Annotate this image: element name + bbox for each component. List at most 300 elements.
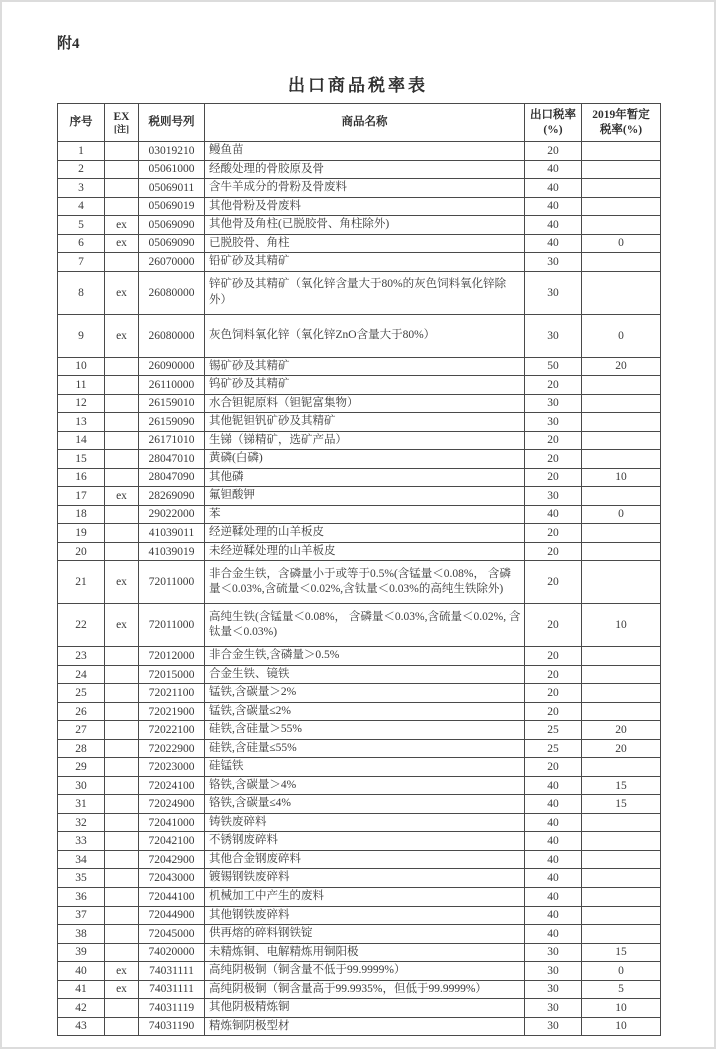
table-row xyxy=(58,739,661,758)
cell-ex xyxy=(105,887,139,906)
cell-code: 26080000 xyxy=(139,314,205,357)
cell-provisional-rate xyxy=(582,431,661,450)
cell-export-rate: 20 xyxy=(525,450,582,469)
cell-provisional-rate xyxy=(582,702,661,721)
cell-ex: ex xyxy=(105,271,139,314)
cell-ex xyxy=(105,813,139,832)
cell-export-rate: 20 xyxy=(525,758,582,777)
cell-seq: 12 xyxy=(58,394,105,413)
cell-ex xyxy=(105,142,139,161)
col-header-provisional-rate-line2: 税率(%) xyxy=(599,123,643,136)
cell-name: 铬铁,含碳量≤4% xyxy=(205,795,525,814)
cell-provisional-rate xyxy=(582,160,661,179)
cell-name: 不锈钢废碎料 xyxy=(205,832,525,851)
cell-export-rate: 20 xyxy=(525,604,582,647)
cell-provisional-rate xyxy=(582,925,661,944)
cell-seq: 15 xyxy=(58,450,105,469)
cell-code: 74031190 xyxy=(139,1017,205,1036)
cell-ex: ex xyxy=(105,487,139,506)
cell-seq: 18 xyxy=(58,505,105,524)
cell-name: 铅矿砂及其精矿 xyxy=(205,253,525,272)
cell-seq: 17 xyxy=(58,487,105,506)
cell-provisional-rate xyxy=(582,684,661,703)
table-row xyxy=(58,647,661,666)
cell-name: 鳗鱼苗 xyxy=(205,142,525,161)
cell-export-rate: 40 xyxy=(525,887,582,906)
cell-ex xyxy=(105,906,139,925)
cell-seq: 38 xyxy=(58,925,105,944)
cell-ex xyxy=(105,253,139,272)
col-header-export-rate-line2: (%) xyxy=(543,123,563,136)
cell-provisional-rate: 10 xyxy=(582,999,661,1018)
cell-export-rate: 40 xyxy=(525,216,582,235)
cell-seq: 27 xyxy=(58,721,105,740)
table-row xyxy=(58,216,661,235)
cell-ex xyxy=(105,943,139,962)
cell-name: 锌矿砂及其精矿（氧化锌含量大于80%的灰色饲料氧化锌除外） xyxy=(205,271,525,314)
cell-provisional-rate: 20 xyxy=(582,721,661,740)
cell-provisional-rate: 10 xyxy=(582,468,661,487)
cell-provisional-rate xyxy=(582,253,661,272)
cell-ex xyxy=(105,721,139,740)
cell-provisional-rate: 20 xyxy=(582,357,661,376)
table-row xyxy=(58,160,661,179)
cell-name: 其他铌钽钒矿砂及其精矿 xyxy=(205,413,525,432)
table-row xyxy=(58,850,661,869)
cell-seq: 41 xyxy=(58,980,105,999)
cell-code: 72015000 xyxy=(139,665,205,684)
cell-code: 72041000 xyxy=(139,813,205,832)
table-row xyxy=(58,776,661,795)
cell-name: 水合钽铌原料（钽铌富集物） xyxy=(205,394,525,413)
cell-export-rate: 30 xyxy=(525,980,582,999)
cell-ex xyxy=(105,702,139,721)
cell-seq: 30 xyxy=(58,776,105,795)
cell-export-rate: 30 xyxy=(525,487,582,506)
col-header-ex xyxy=(105,104,139,142)
cell-ex xyxy=(105,468,139,487)
cell-export-rate: 20 xyxy=(525,524,582,543)
cell-code: 26171010 xyxy=(139,431,205,450)
cell-code: 72012000 xyxy=(139,647,205,666)
cell-provisional-rate xyxy=(582,758,661,777)
cell-export-rate: 20 xyxy=(525,376,582,395)
cell-export-rate: 20 xyxy=(525,702,582,721)
cell-seq: 5 xyxy=(58,216,105,235)
table-row xyxy=(58,142,661,161)
table-row xyxy=(58,413,661,432)
cell-export-rate: 30 xyxy=(525,943,582,962)
cell-name: 苯 xyxy=(205,505,525,524)
cell-seq: 22 xyxy=(58,604,105,647)
cell-ex xyxy=(105,925,139,944)
table-row xyxy=(58,869,661,888)
cell-code: 72044900 xyxy=(139,906,205,925)
cell-export-rate: 40 xyxy=(525,776,582,795)
table-row xyxy=(58,1017,661,1036)
cell-name: 机械加工中产生的废料 xyxy=(205,887,525,906)
table-row xyxy=(58,357,661,376)
cell-export-rate: 40 xyxy=(525,832,582,851)
cell-name: 氟钽酸钾 xyxy=(205,487,525,506)
cell-name: 已脱胶骨、角柱 xyxy=(205,234,525,253)
cell-name: 高纯阴极铜（铜含量高于99.9935%，但低于99.9999%） xyxy=(205,980,525,999)
cell-export-rate: 20 xyxy=(525,468,582,487)
cell-export-rate: 20 xyxy=(525,542,582,561)
table-row xyxy=(58,561,661,604)
cell-ex xyxy=(105,758,139,777)
cell-export-rate: 20 xyxy=(525,561,582,604)
table-row xyxy=(58,665,661,684)
cell-ex xyxy=(105,665,139,684)
table-row xyxy=(58,962,661,981)
cell-code: 05069090 xyxy=(139,216,205,235)
col-header-ex-note: [注] xyxy=(114,123,129,134)
cell-export-rate: 40 xyxy=(525,160,582,179)
cell-seq: 42 xyxy=(58,999,105,1018)
cell-seq: 21 xyxy=(58,561,105,604)
cell-code: 72011000 xyxy=(139,561,205,604)
cell-seq: 16 xyxy=(58,468,105,487)
cell-name: 其他骨及角柱(已脱胶骨、角柱除外) xyxy=(205,216,525,235)
cell-provisional-rate xyxy=(582,271,661,314)
cell-seq: 31 xyxy=(58,795,105,814)
cell-name: 非合金生铁，含磷量小于或等于0.5%(含锰量＜0.08%， 含磷量＜0.03%,含硫量＜0.02%,含钛量＜0.03%的高纯生铁除外) xyxy=(205,561,525,604)
cell-ex: ex xyxy=(105,980,139,999)
cell-ex xyxy=(105,179,139,198)
table-row xyxy=(58,505,661,524)
col-header-export-rate-line1: 出口税率 xyxy=(530,109,576,122)
cell-seq: 11 xyxy=(58,376,105,395)
cell-ex xyxy=(105,869,139,888)
table-row xyxy=(58,234,661,253)
cell-export-rate: 30 xyxy=(525,314,582,357)
table-row xyxy=(58,179,661,198)
col-header-seq: 序号 xyxy=(58,104,105,142)
cell-code: 05069011 xyxy=(139,179,205,198)
cell-seq: 39 xyxy=(58,943,105,962)
cell-provisional-rate: 15 xyxy=(582,943,661,962)
cell-provisional-rate xyxy=(582,850,661,869)
cell-ex xyxy=(105,999,139,1018)
cell-seq: 1 xyxy=(58,142,105,161)
table-row xyxy=(58,542,661,561)
col-header-name: 商品名称 xyxy=(205,104,525,142)
cell-ex xyxy=(105,684,139,703)
cell-code: 05069019 xyxy=(139,197,205,216)
export-tariff-table xyxy=(57,103,661,1036)
cell-export-rate: 40 xyxy=(525,869,582,888)
cell-code: 72043000 xyxy=(139,869,205,888)
cell-export-rate: 30 xyxy=(525,253,582,272)
cell-name: 生锑（锑精矿，选矿产品） xyxy=(205,431,525,450)
table-row xyxy=(58,758,661,777)
cell-seq: 36 xyxy=(58,887,105,906)
cell-ex: ex xyxy=(105,216,139,235)
page-title: 出口商品税率表 xyxy=(288,76,428,95)
cell-export-rate: 20 xyxy=(525,142,582,161)
col-header-ex-line1: EX xyxy=(113,111,130,124)
cell-ex xyxy=(105,776,139,795)
cell-provisional-rate xyxy=(582,142,661,161)
cell-name: 含牛羊成分的骨粉及骨废料 xyxy=(205,179,525,198)
cell-name: 铸铁废碎料 xyxy=(205,813,525,832)
col-header-export-rate xyxy=(525,104,582,142)
cell-code: 72021900 xyxy=(139,702,205,721)
cell-provisional-rate: 10 xyxy=(582,604,661,647)
cell-provisional-rate: 0 xyxy=(582,962,661,981)
cell-code: 28047010 xyxy=(139,450,205,469)
table-row xyxy=(58,887,661,906)
cell-provisional-rate xyxy=(582,665,661,684)
table-row xyxy=(58,702,661,721)
cell-provisional-rate: 15 xyxy=(582,776,661,795)
cell-export-rate: 30 xyxy=(525,962,582,981)
table-row xyxy=(58,394,661,413)
cell-name: 高纯阴极铜（铜含量不低于99.9999%） xyxy=(205,962,525,981)
cell-provisional-rate xyxy=(582,394,661,413)
cell-code: 72024900 xyxy=(139,795,205,814)
cell-name: 黄磷(白磷) xyxy=(205,450,525,469)
cell-seq: 33 xyxy=(58,832,105,851)
cell-provisional-rate xyxy=(582,813,661,832)
table-row xyxy=(58,813,661,832)
cell-code: 72042900 xyxy=(139,850,205,869)
table-row xyxy=(58,999,661,1018)
cell-ex xyxy=(105,357,139,376)
cell-provisional-rate xyxy=(582,887,661,906)
cell-name: 锡矿砂及其精矿 xyxy=(205,357,525,376)
cell-ex xyxy=(105,542,139,561)
table-row xyxy=(58,314,661,357)
cell-ex xyxy=(105,160,139,179)
cell-code: 29022000 xyxy=(139,505,205,524)
cell-code: 72022900 xyxy=(139,739,205,758)
table-row xyxy=(58,431,661,450)
table-row xyxy=(58,376,661,395)
cell-code: 26090000 xyxy=(139,357,205,376)
cell-name: 钨矿砂及其精矿 xyxy=(205,376,525,395)
cell-name: 铬铁,含碳量＞4% xyxy=(205,776,525,795)
cell-code: 26159010 xyxy=(139,394,205,413)
cell-export-rate: 40 xyxy=(525,197,582,216)
cell-name: 合金生铁、镜铁 xyxy=(205,665,525,684)
table-row xyxy=(58,271,661,314)
cell-export-rate: 40 xyxy=(525,179,582,198)
cell-provisional-rate xyxy=(582,524,661,543)
cell-ex xyxy=(105,450,139,469)
cell-provisional-rate xyxy=(582,906,661,925)
cell-code: 41039011 xyxy=(139,524,205,543)
cell-name: 其他磷 xyxy=(205,468,525,487)
cell-seq: 3 xyxy=(58,179,105,198)
cell-seq: 13 xyxy=(58,413,105,432)
cell-code: 72011000 xyxy=(139,604,205,647)
cell-name: 其他阴极精炼铜 xyxy=(205,999,525,1018)
annex-label: 附4 xyxy=(57,36,80,52)
cell-export-rate: 30 xyxy=(525,413,582,432)
cell-ex xyxy=(105,850,139,869)
cell-ex xyxy=(105,431,139,450)
cell-export-rate: 20 xyxy=(525,647,582,666)
cell-code: 26080000 xyxy=(139,271,205,314)
cell-seq: 14 xyxy=(58,431,105,450)
cell-seq: 7 xyxy=(58,253,105,272)
cell-export-rate: 40 xyxy=(525,795,582,814)
cell-code: 74031111 xyxy=(139,962,205,981)
cell-name: 硅锰铁 xyxy=(205,758,525,777)
cell-provisional-rate xyxy=(582,647,661,666)
cell-provisional-rate xyxy=(582,376,661,395)
cell-name: 其他钢铁废碎料 xyxy=(205,906,525,925)
cell-code: 72021100 xyxy=(139,684,205,703)
cell-name: 经逆鞣处理的山羊板皮 xyxy=(205,524,525,543)
cell-ex: ex xyxy=(105,604,139,647)
cell-ex xyxy=(105,197,139,216)
table-row xyxy=(58,604,661,647)
cell-code: 26159090 xyxy=(139,413,205,432)
cell-seq: 43 xyxy=(58,1017,105,1036)
cell-provisional-rate: 0 xyxy=(582,505,661,524)
cell-provisional-rate xyxy=(582,450,661,469)
cell-export-rate: 40 xyxy=(525,906,582,925)
cell-ex xyxy=(105,505,139,524)
cell-seq: 24 xyxy=(58,665,105,684)
cell-ex xyxy=(105,832,139,851)
cell-code: 05069090 xyxy=(139,234,205,253)
cell-provisional-rate: 15 xyxy=(582,795,661,814)
cell-export-rate: 25 xyxy=(525,739,582,758)
cell-name: 非合金生铁,含磷量＞0.5% xyxy=(205,647,525,666)
cell-provisional-rate: 10 xyxy=(582,1017,661,1036)
table-row xyxy=(58,487,661,506)
cell-code: 72044100 xyxy=(139,887,205,906)
cell-provisional-rate: 0 xyxy=(582,314,661,357)
cell-ex xyxy=(105,795,139,814)
table-row xyxy=(58,253,661,272)
cell-name: 其他骨粉及骨废料 xyxy=(205,197,525,216)
cell-code: 74031119 xyxy=(139,999,205,1018)
cell-name: 硅铁,含硅量≤55% xyxy=(205,739,525,758)
cell-code: 72045000 xyxy=(139,925,205,944)
cell-seq: 6 xyxy=(58,234,105,253)
col-header-code: 税则号列 xyxy=(139,104,205,142)
cell-seq: 32 xyxy=(58,813,105,832)
cell-seq: 10 xyxy=(58,357,105,376)
cell-export-rate: 20 xyxy=(525,684,582,703)
cell-name: 精炼铜阴极型材 xyxy=(205,1017,525,1036)
cell-name: 供再熔的碎料钢铁锭 xyxy=(205,925,525,944)
cell-code: 05061000 xyxy=(139,160,205,179)
cell-seq: 40 xyxy=(58,962,105,981)
cell-export-rate: 40 xyxy=(525,234,582,253)
cell-provisional-rate: 5 xyxy=(582,980,661,999)
cell-provisional-rate xyxy=(582,179,661,198)
cell-provisional-rate xyxy=(582,216,661,235)
cell-provisional-rate: 20 xyxy=(582,739,661,758)
cell-export-rate: 50 xyxy=(525,357,582,376)
cell-seq: 2 xyxy=(58,160,105,179)
cell-name: 镀锡钢铁废碎料 xyxy=(205,869,525,888)
cell-provisional-rate xyxy=(582,832,661,851)
table-row xyxy=(58,980,661,999)
cell-ex xyxy=(105,647,139,666)
cell-export-rate: 40 xyxy=(525,850,582,869)
table-row xyxy=(58,832,661,851)
cell-code: 74031111 xyxy=(139,980,205,999)
cell-seq: 37 xyxy=(58,906,105,925)
cell-name: 其他合金钢废碎料 xyxy=(205,850,525,869)
cell-code: 26070000 xyxy=(139,253,205,272)
cell-export-rate: 30 xyxy=(525,394,582,413)
cell-code: 72042100 xyxy=(139,832,205,851)
cell-provisional-rate xyxy=(582,487,661,506)
cell-ex xyxy=(105,394,139,413)
cell-code: 03019210 xyxy=(139,142,205,161)
cell-name: 硅铁,含硅量＞55% xyxy=(205,721,525,740)
cell-name: 锰铁,含碳量＞2% xyxy=(205,684,525,703)
cell-export-rate: 20 xyxy=(525,665,582,684)
cell-name: 灰色饲料氧化锌（氧化锌ZnO含量大于80%） xyxy=(205,314,525,357)
cell-code: 72024100 xyxy=(139,776,205,795)
table-row xyxy=(58,906,661,925)
table-row xyxy=(58,721,661,740)
col-header-provisional-rate-line1: 2019年暂定 xyxy=(592,109,650,122)
cell-code: 28269090 xyxy=(139,487,205,506)
cell-provisional-rate: 0 xyxy=(582,234,661,253)
cell-code: 41039019 xyxy=(139,542,205,561)
cell-export-rate: 30 xyxy=(525,1017,582,1036)
cell-seq: 9 xyxy=(58,314,105,357)
cell-code: 26110000 xyxy=(139,376,205,395)
table-row xyxy=(58,925,661,944)
cell-ex xyxy=(105,739,139,758)
cell-seq: 25 xyxy=(58,684,105,703)
cell-ex: ex xyxy=(105,234,139,253)
cell-seq: 8 xyxy=(58,271,105,314)
cell-seq: 26 xyxy=(58,702,105,721)
cell-code: 28047090 xyxy=(139,468,205,487)
cell-provisional-rate xyxy=(582,197,661,216)
cell-code: 72022100 xyxy=(139,721,205,740)
cell-name: 未经逆鞣处理的山羊板皮 xyxy=(205,542,525,561)
cell-export-rate: 20 xyxy=(525,431,582,450)
cell-export-rate: 40 xyxy=(525,505,582,524)
table-row xyxy=(58,524,661,543)
cell-ex: ex xyxy=(105,314,139,357)
cell-code: 72023000 xyxy=(139,758,205,777)
cell-ex xyxy=(105,376,139,395)
cell-seq: 23 xyxy=(58,647,105,666)
cell-export-rate: 30 xyxy=(525,271,582,314)
cell-export-rate: 30 xyxy=(525,999,582,1018)
cell-seq: 35 xyxy=(58,869,105,888)
cell-provisional-rate xyxy=(582,542,661,561)
cell-seq: 29 xyxy=(58,758,105,777)
cell-seq: 28 xyxy=(58,739,105,758)
cell-ex: ex xyxy=(105,962,139,981)
cell-seq: 34 xyxy=(58,850,105,869)
cell-ex: ex xyxy=(105,561,139,604)
col-header-provisional-rate xyxy=(582,104,661,142)
table-header-row xyxy=(58,104,661,142)
cell-code: 74020000 xyxy=(139,943,205,962)
cell-seq: 4 xyxy=(58,197,105,216)
cell-name: 未精炼铜、电解精炼用铜阳极 xyxy=(205,943,525,962)
cell-seq: 19 xyxy=(58,524,105,543)
cell-ex xyxy=(105,1017,139,1036)
cell-export-rate: 40 xyxy=(525,813,582,832)
